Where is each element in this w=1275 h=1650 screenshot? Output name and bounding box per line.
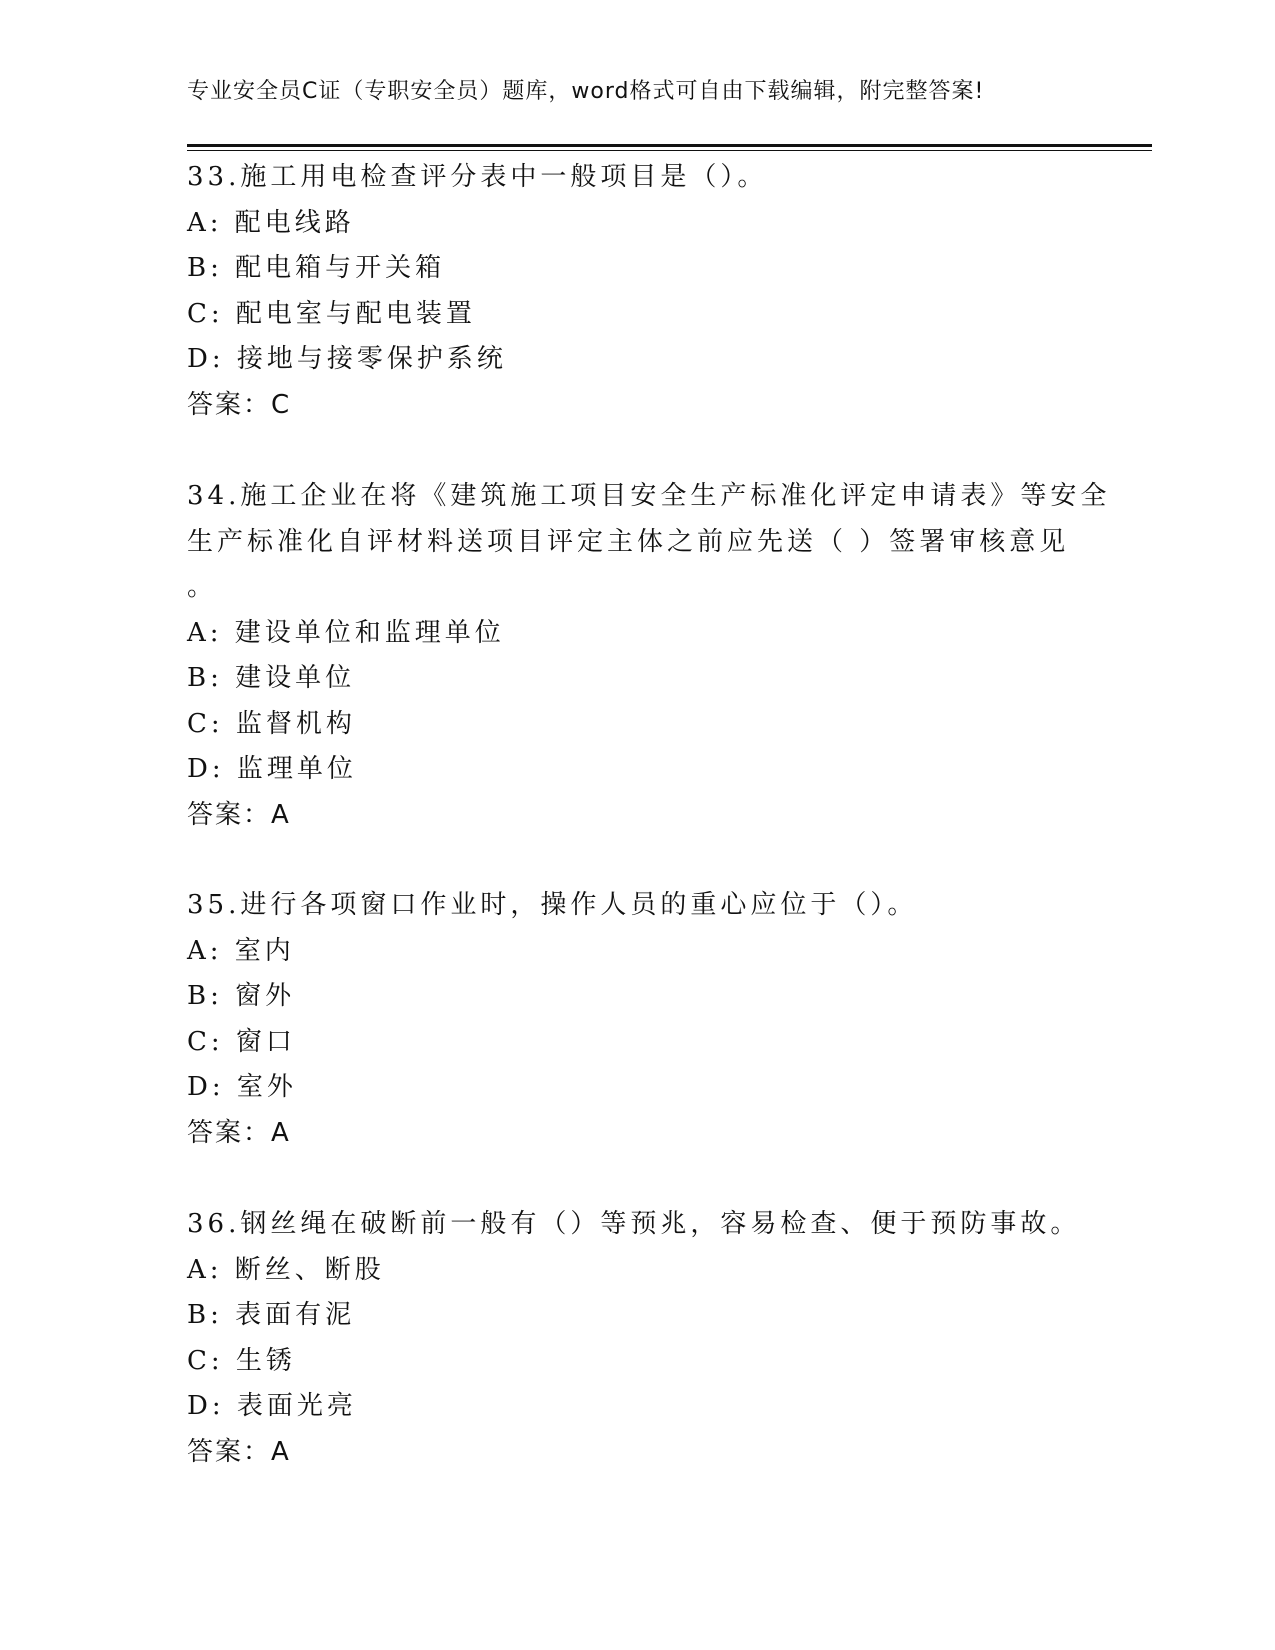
question-34-stem-line-2: 生产标准化自评材料送项目评定主体之前应先送（ ）签署审核意见: [187, 526, 1070, 557]
question-35: [187, 883, 1087, 1156]
question-33-stem: 33.施工用电检查评分表中一般项目是（）。: [187, 162, 768, 192]
question-34-option-b: B: 建设单位: [187, 663, 356, 693]
question-34-option-a: A: 建设单位和监理单位: [187, 617, 505, 648]
question-34-option-c: C: 监督机构: [187, 708, 356, 739]
question-34-option-d: D: 监理单位: [187, 754, 357, 784]
question-36-option-a: A: 断丝、断股: [187, 1254, 385, 1285]
question-33-option-d: D: 接地与接零保护系统: [187, 344, 507, 374]
question-33-option-a: A: 配电线路: [187, 207, 355, 238]
question-33-option-c: C: 配电室与配电装置: [187, 298, 476, 329]
question-35-option-a: A: 室内: [187, 935, 295, 966]
question-36-option-c: C: 生锈: [187, 1345, 296, 1376]
question-35-stem: 35.进行各项窗口作业时，操作人员的重心应位于（）。: [187, 890, 918, 920]
question-36-stem: 36.钢丝绳在破断前一般有（）等预兆，容易检查、便于预防事故。: [187, 1209, 1081, 1239]
header-rule-thick: [187, 144, 1152, 147]
question-36-option-b: B: 表面有泥: [187, 1300, 356, 1330]
question-33-option-b: B: 配电箱与开关箱: [187, 253, 446, 283]
document-header: 专业安全员C证（专职安全员）题库，word格式可自由下载编辑，附完整答案!: [187, 79, 985, 104]
question-33: [187, 155, 1087, 428]
question-35-answer: 答案：A: [187, 1117, 291, 1148]
question-34-stem-line-3: 。: [187, 572, 218, 602]
header-rule-thin: [187, 150, 1152, 151]
question-36-answer: 答案：A: [187, 1436, 291, 1467]
question-34: [187, 474, 1111, 838]
question-34-stem-line-1: 34.施工企业在将《建筑施工项目安全生产标准化评定申请表》等安全: [187, 481, 1111, 511]
question-35-option-d: D: 室外: [187, 1072, 297, 1102]
question-35-option-c: C: 窗口: [187, 1026, 296, 1057]
question-36-option-d: D: 表面光亮: [187, 1391, 357, 1421]
question-34-answer: 答案：A: [187, 799, 291, 830]
question-35-option-b: B: 窗外: [187, 981, 296, 1011]
question-33-answer: 答案：C: [187, 389, 292, 420]
question-36: [187, 1202, 1087, 1475]
